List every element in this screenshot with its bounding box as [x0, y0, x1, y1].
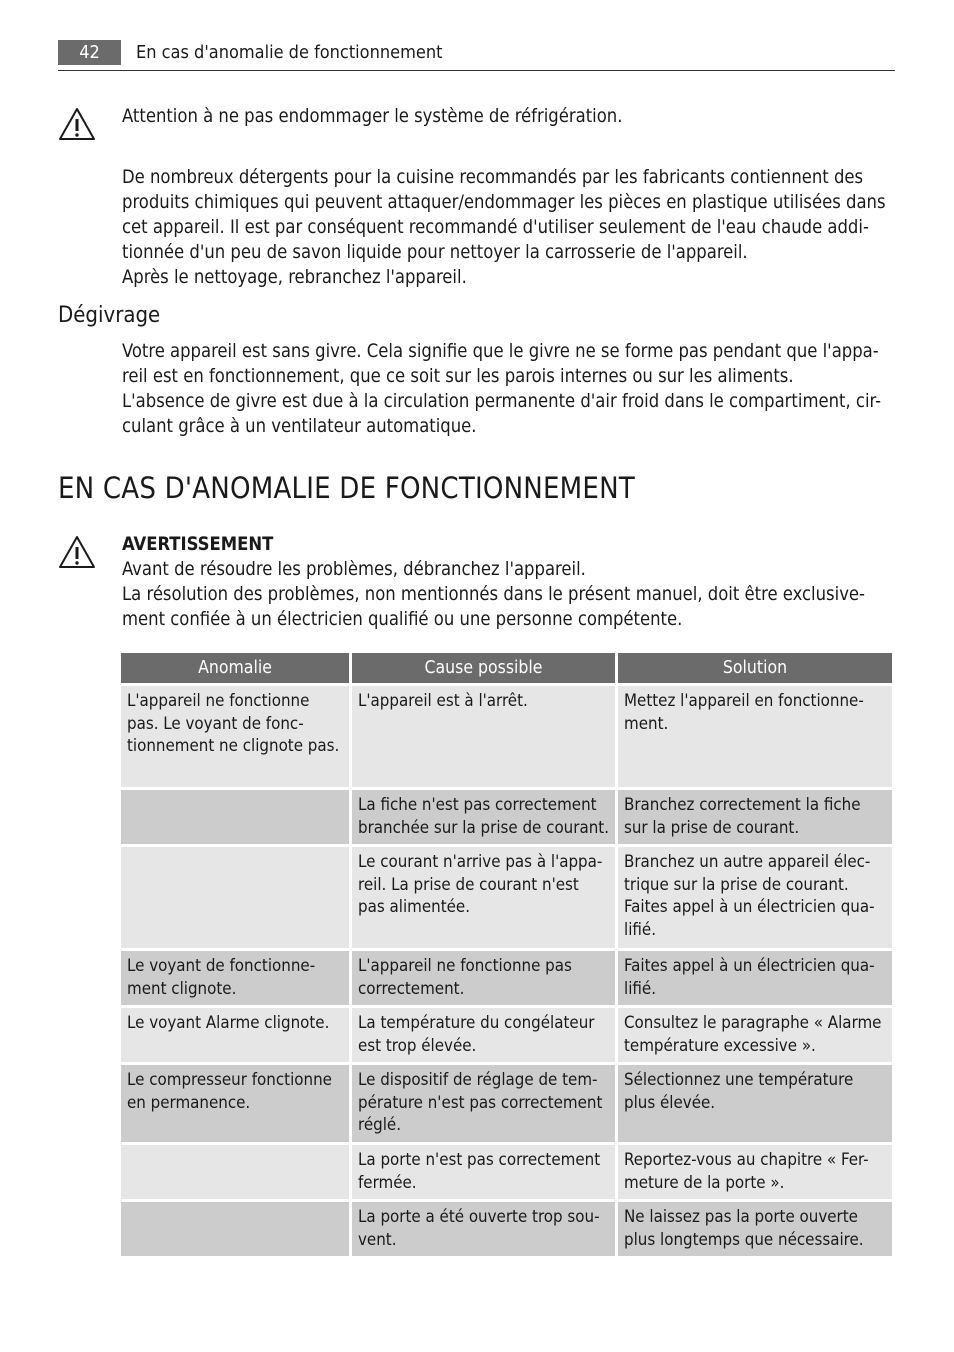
solution-cell: Sélectionnez une température plus élevée. [618, 1065, 892, 1142]
table-row [121, 847, 892, 948]
cause-cell: Le dispositif de réglage de tem-pérature n'est pas correctement réglé. [352, 1065, 615, 1142]
cleaning-instructions [122, 165, 894, 290]
table-row [121, 951, 892, 1005]
degivrage-heading: Dégivrage [58, 303, 161, 328]
cause-cell: La fiche n'est pas correctement branchée sur la prise de courant. [352, 790, 615, 844]
anomaly-cell [121, 790, 349, 844]
solution-cell: Ne laissez pas la porte ouverte plus longtemps que nécessaire. [618, 1202, 892, 1256]
table-row [121, 686, 892, 787]
degivrage-paragraph-1: Votre appareil est sans givre. Cela signifie que le givre ne se forme pas pendant que l'appa-reil est en fonctionnement, que ce soit sur les parois internes ou sur les aliments. [122, 341, 879, 387]
cause-cell: L'appareil ne fonctionne pas correctement. [352, 951, 615, 1005]
warning-title: AVERTISSEMENT [122, 534, 274, 555]
cause-cell: L'appareil est à l'arrêt. [352, 686, 615, 787]
anomaly-cell [121, 1202, 349, 1256]
table-row [121, 1008, 892, 1062]
running-title: En cas d'anomalie de fonctionnement [136, 42, 443, 63]
anomaly-cell: Le voyant de fonctionne-ment clignote. [121, 951, 349, 1005]
detergent-paragraph: De nombreux détergents pour la cuisine recommandés par les fabricants contiennent des produits chimiques qui peuvent attaquer/endommager les pièces en plastique utilisées dans cet appareil. Il est par conséquent recommandé d'utiliser seulement de l'eau chaude addi-tionnée d'un peu de savon liquide pour nettoyer la carrosserie de l'appareil. [122, 167, 886, 263]
cause-cell: Le courant n'arrive pas à l'appa-reil. La prise de courant n'est pas alimentée. [352, 847, 615, 948]
warning-block [122, 532, 894, 632]
table-row [121, 1202, 892, 1256]
warning-line-1: Avant de résoudre les problèmes, débranchez l'appareil. [122, 559, 586, 580]
reconnect-paragraph: Après le nettoyage, rebranchez l'appareil. [122, 267, 467, 288]
page-header [58, 40, 895, 71]
page-number: 42 [58, 40, 121, 65]
cause-cell: La porte n'est pas correctement fermée. [352, 1145, 615, 1199]
solution-cell: Faites appel à un électricien qua-lifié. [618, 951, 892, 1005]
section-title: EN CAS D'ANOMALIE DE FONCTIONNEMENT [58, 471, 635, 505]
solution-cell: Mettez l'appareil en fonctionne-ment. [618, 686, 892, 787]
table-row [121, 790, 892, 844]
warning-note: Attention à ne pas endommager le système de réfrigération. [122, 106, 623, 127]
solution-cell: Consultez le paragraphe « Alarme température excessive ». [618, 1008, 892, 1062]
degivrage-text [122, 339, 894, 439]
anomaly-cell [121, 847, 349, 948]
solution-cell: Branchez correctement la fiche sur la prise de courant. [618, 790, 892, 844]
table-row [121, 1065, 892, 1142]
table-header-row [121, 653, 892, 683]
column-header-cause: Cause possible [352, 653, 615, 683]
warning-line-2: La résolution des problèmes, non mentionnés dans le présent manuel, doit être exclusive-ment confiée à un électricien qualifié ou une personne compétente. [122, 584, 865, 630]
troubleshooting-table [118, 650, 895, 1259]
anomaly-cell: L'appareil ne fonctionne pas. Le voyant de fonc-tionnement ne clignote pas. [121, 686, 349, 787]
cause-cell: La température du congélateur est trop élevée. [352, 1008, 615, 1062]
cause-cell: La porte a été ouverte trop sou-vent. [352, 1202, 615, 1256]
solution-cell: Branchez un autre appareil élec-trique sur la prise de courant. Faites appel à un électricien qua-lifié. [618, 847, 892, 948]
anomaly-cell [121, 1145, 349, 1199]
degivrage-paragraph-2: L'absence de givre est due à la circulation permanente d'air froid dans le compartiment, cir-culant grâce à un ventilateur automatique. [122, 391, 882, 437]
column-header-anomalie: Anomalie [121, 653, 349, 683]
anomaly-cell: Le compresseur fonctionne en permanence. [121, 1065, 349, 1142]
column-header-solution: Solution [618, 653, 892, 683]
warning-triangle-icon [57, 106, 97, 142]
anomaly-cell: Le voyant Alarme clignote. [121, 1008, 349, 1062]
solution-cell: Reportez-vous au chapitre « Fer-meture de la porte ». [618, 1145, 892, 1199]
warning-triangle-icon [57, 534, 97, 570]
table-row [121, 1145, 892, 1199]
